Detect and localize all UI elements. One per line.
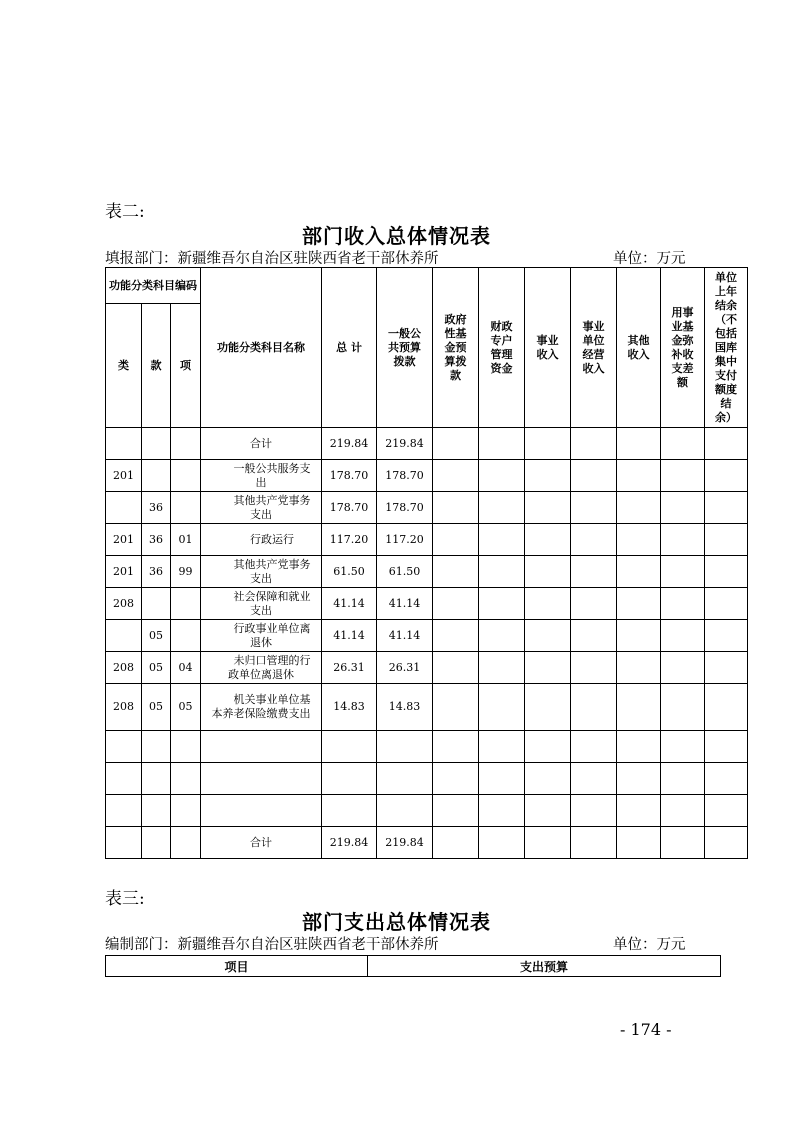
- cell-general: 219.84: [377, 428, 433, 460]
- table-row: [106, 428, 748, 460]
- cell-empty: [525, 731, 571, 763]
- cell-empty: [705, 492, 748, 524]
- cell-general: 178.70: [377, 460, 433, 492]
- cell-kuan: [142, 731, 171, 763]
- table-row: [106, 731, 748, 763]
- cell-empty: [525, 524, 571, 556]
- cell-lei: [106, 620, 142, 652]
- cell-name: 机关事业单位基本养老保险缴费支出: [201, 684, 322, 731]
- table-row: [106, 795, 748, 827]
- cell-empty: [479, 460, 525, 492]
- cell-empty: [479, 492, 525, 524]
- cell-empty: [433, 652, 479, 684]
- cell-lei: 208: [106, 652, 142, 684]
- header-other-income: 其他收入: [617, 268, 661, 428]
- cell-empty: [433, 492, 479, 524]
- cell-xiang: [171, 795, 201, 827]
- cell-name: 合计: [201, 428, 322, 460]
- cell-empty: [571, 827, 617, 859]
- cell-name: 社会保障和就业支出: [201, 588, 322, 620]
- cell-empty: [617, 620, 661, 652]
- cell-kuan: [142, 428, 171, 460]
- cell-kuan: 36: [142, 492, 171, 524]
- cell-xiang: [171, 620, 201, 652]
- cell-lei: [106, 827, 142, 859]
- cell-empty: [617, 684, 661, 731]
- cell-empty: [479, 524, 525, 556]
- cell-kuan: [142, 763, 171, 795]
- cell-empty: [705, 684, 748, 731]
- cell-empty: [705, 524, 748, 556]
- header-gov-fund: 政府性基金预算拨款: [433, 268, 479, 428]
- cell-empty: [661, 588, 705, 620]
- cell-kuan: [142, 827, 171, 859]
- cell-empty: [661, 428, 705, 460]
- header-biz-income: 事业收入: [525, 268, 571, 428]
- cell-total: [322, 795, 377, 827]
- header-general: 一般公共预算拨款: [377, 268, 433, 428]
- cell-empty: [479, 652, 525, 684]
- cell-empty: [617, 731, 661, 763]
- cell-empty: [479, 795, 525, 827]
- cell-empty: [433, 428, 479, 460]
- cell-empty: [617, 588, 661, 620]
- cell-empty: [433, 588, 479, 620]
- cell-total: 26.31: [322, 652, 377, 684]
- header-lei: 类: [106, 304, 142, 428]
- cell-empty: [433, 556, 479, 588]
- cell-empty: [525, 428, 571, 460]
- cell-empty: [433, 460, 479, 492]
- cell-total: 219.84: [322, 827, 377, 859]
- cell-kuan: [142, 795, 171, 827]
- cell-total: [322, 763, 377, 795]
- cell-empty: [571, 795, 617, 827]
- header-item: 项目: [106, 956, 368, 977]
- cell-total: 61.50: [322, 556, 377, 588]
- cell-xiang: [171, 731, 201, 763]
- cell-empty: [479, 428, 525, 460]
- cell-empty: [661, 620, 705, 652]
- cell-empty: [571, 652, 617, 684]
- cell-empty: [571, 731, 617, 763]
- cell-lei: 208: [106, 588, 142, 620]
- cell-empty: [571, 492, 617, 524]
- cell-xiang: [171, 492, 201, 524]
- cell-empty: [617, 492, 661, 524]
- income-table: [105, 267, 748, 859]
- cell-empty: [705, 652, 748, 684]
- cell-empty: [705, 763, 748, 795]
- cell-kuan: [142, 460, 171, 492]
- cell-lei: [106, 763, 142, 795]
- cell-empty: [571, 620, 617, 652]
- cell-name: [201, 763, 322, 795]
- cell-empty: [525, 620, 571, 652]
- cell-empty: [661, 763, 705, 795]
- cell-total: 41.14: [322, 620, 377, 652]
- table-row: [106, 763, 748, 795]
- header-budget: 支出预算: [368, 956, 721, 977]
- cell-empty: [617, 827, 661, 859]
- cell-general: 41.14: [377, 588, 433, 620]
- cell-empty: [571, 428, 617, 460]
- cell-kuan: 05: [142, 620, 171, 652]
- cell-lei: [106, 731, 142, 763]
- cell-empty: [479, 763, 525, 795]
- cell-general: [377, 763, 433, 795]
- cell-empty: [571, 556, 617, 588]
- header-code-group: 功能分类科目编码: [106, 268, 201, 304]
- page-number: - 174 -: [620, 1020, 672, 1039]
- cell-xiang: 01: [171, 524, 201, 556]
- table-row: [106, 556, 748, 588]
- cell-empty: [571, 684, 617, 731]
- section2-label: 表二:: [105, 202, 145, 222]
- section3-label: 表三:: [105, 889, 145, 909]
- section2-unit: 单位：万元: [613, 251, 686, 267]
- cell-empty: [433, 684, 479, 731]
- cell-empty: [705, 556, 748, 588]
- cell-empty: [525, 588, 571, 620]
- cell-empty: [571, 763, 617, 795]
- cell-empty: [525, 652, 571, 684]
- cell-empty: [661, 524, 705, 556]
- cell-general: 41.14: [377, 620, 433, 652]
- cell-empty: [661, 492, 705, 524]
- cell-name: 行政运行: [201, 524, 322, 556]
- cell-empty: [661, 652, 705, 684]
- cell-lei: 201: [106, 460, 142, 492]
- cell-total: 178.70: [322, 460, 377, 492]
- section3-unit: 单位：万元: [613, 937, 686, 953]
- cell-kuan: 05: [142, 684, 171, 731]
- cell-empty: [433, 763, 479, 795]
- cell-empty: [705, 620, 748, 652]
- section2-dept: 填报部门：新疆维吾尔自治区驻陕西省老干部休养所: [105, 251, 439, 267]
- header-total: 总 计: [322, 268, 377, 428]
- cell-name: 行政事业单位离退休: [201, 620, 322, 652]
- cell-empty: [525, 763, 571, 795]
- cell-empty: [617, 652, 661, 684]
- cell-xiang: [171, 827, 201, 859]
- cell-empty: [661, 460, 705, 492]
- cell-general: 178.70: [377, 492, 433, 524]
- cell-name: 一般公共服务支出: [201, 460, 322, 492]
- cell-total: 117.20: [322, 524, 377, 556]
- cell-general: 219.84: [377, 827, 433, 859]
- cell-total: 14.83: [322, 684, 377, 731]
- cell-name: 其他共产党事务支出: [201, 556, 322, 588]
- cell-empty: [571, 524, 617, 556]
- cell-lei: [106, 428, 142, 460]
- header-kuan: 款: [142, 304, 171, 428]
- cell-name: [201, 731, 322, 763]
- table-row: [106, 684, 748, 731]
- header-fin-special: 财政专户管理资金: [479, 268, 525, 428]
- cell-empty: [617, 460, 661, 492]
- cell-name: [201, 795, 322, 827]
- cell-xiang: [171, 588, 201, 620]
- section2-title: 部门收入总体情况表: [302, 224, 491, 248]
- cell-xiang: [171, 428, 201, 460]
- table-row: [106, 827, 748, 859]
- expense-table: [105, 955, 721, 977]
- cell-empty: [661, 731, 705, 763]
- header-biz-unit-ops: 事业单位经营收入: [571, 268, 617, 428]
- cell-empty: [661, 795, 705, 827]
- cell-general: 26.31: [377, 652, 433, 684]
- cell-general: [377, 731, 433, 763]
- cell-empty: [705, 588, 748, 620]
- cell-empty: [661, 556, 705, 588]
- table-row: [106, 460, 748, 492]
- header-xiang: 项: [171, 304, 201, 428]
- cell-empty: [479, 731, 525, 763]
- cell-empty: [525, 492, 571, 524]
- cell-total: [322, 731, 377, 763]
- section3-dept: 编制部门：新疆维吾尔自治区驻陕西省老干部休养所: [105, 937, 439, 953]
- cell-empty: [525, 795, 571, 827]
- cell-xiang: [171, 460, 201, 492]
- cell-empty: [571, 460, 617, 492]
- cell-empty: [433, 795, 479, 827]
- cell-empty: [661, 827, 705, 859]
- header-biz-fund: 用事业基金弥补收支差额: [661, 268, 705, 428]
- cell-empty: [433, 827, 479, 859]
- cell-empty: [617, 428, 661, 460]
- cell-empty: [705, 827, 748, 859]
- cell-total: 41.14: [322, 588, 377, 620]
- header-carryover: 单位上年结余（不包括国库集中支付额度结余）: [705, 268, 748, 428]
- cell-empty: [571, 588, 617, 620]
- cell-total: 178.70: [322, 492, 377, 524]
- cell-name: 未归口管理的行政单位离退休: [201, 652, 322, 684]
- cell-name: 合计: [201, 827, 322, 859]
- cell-empty: [705, 731, 748, 763]
- cell-empty: [525, 460, 571, 492]
- table-row: [106, 652, 748, 684]
- cell-empty: [525, 684, 571, 731]
- cell-empty: [479, 684, 525, 731]
- cell-empty: [617, 763, 661, 795]
- cell-empty: [433, 731, 479, 763]
- cell-general: 14.83: [377, 684, 433, 731]
- cell-general: 61.50: [377, 556, 433, 588]
- cell-empty: [617, 795, 661, 827]
- cell-empty: [433, 620, 479, 652]
- cell-xiang: 99: [171, 556, 201, 588]
- table-row: [106, 524, 748, 556]
- cell-empty: [661, 684, 705, 731]
- cell-lei: [106, 492, 142, 524]
- cell-kuan: 36: [142, 524, 171, 556]
- cell-empty: [479, 620, 525, 652]
- cell-lei: [106, 795, 142, 827]
- cell-empty: [525, 556, 571, 588]
- table-row: [106, 620, 748, 652]
- cell-xiang: 05: [171, 684, 201, 731]
- cell-kuan: 36: [142, 556, 171, 588]
- cell-empty: [525, 827, 571, 859]
- cell-lei: 201: [106, 524, 142, 556]
- cell-empty: [705, 460, 748, 492]
- cell-kuan: [142, 588, 171, 620]
- table-row: [106, 588, 748, 620]
- cell-xiang: 04: [171, 652, 201, 684]
- cell-empty: [617, 524, 661, 556]
- cell-empty: [479, 556, 525, 588]
- header-name: 功能分类科目名称: [201, 268, 322, 428]
- cell-lei: 208: [106, 684, 142, 731]
- cell-empty: [479, 588, 525, 620]
- cell-kuan: 05: [142, 652, 171, 684]
- cell-xiang: [171, 763, 201, 795]
- cell-total: 219.84: [322, 428, 377, 460]
- table-row: [106, 492, 748, 524]
- cell-general: 117.20: [377, 524, 433, 556]
- cell-empty: [433, 524, 479, 556]
- cell-empty: [617, 556, 661, 588]
- cell-general: [377, 795, 433, 827]
- cell-empty: [705, 428, 748, 460]
- cell-lei: 201: [106, 556, 142, 588]
- cell-empty: [479, 827, 525, 859]
- cell-name: 其他共产党事务支出: [201, 492, 322, 524]
- cell-empty: [705, 795, 748, 827]
- section3-title: 部门支出总体情况表: [302, 910, 491, 934]
